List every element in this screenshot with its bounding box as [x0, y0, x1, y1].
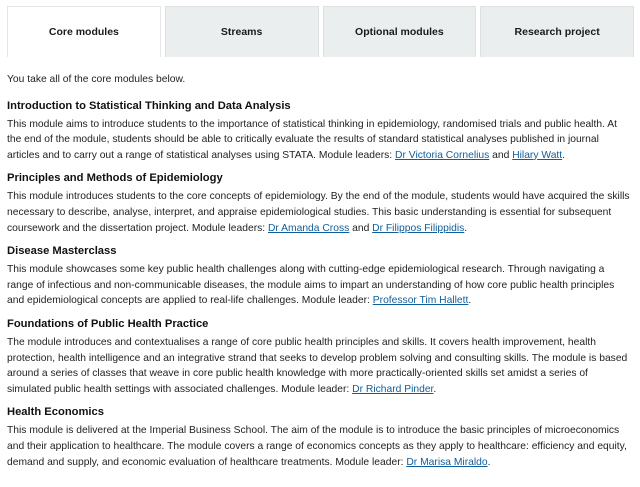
leader-joiner: and	[349, 222, 373, 234]
tab-panel-core-modules	[7, 72, 633, 478]
module-tabs	[7, 6, 634, 57]
module-title: Foundations of Public Health Practice	[7, 317, 209, 330]
leader-joiner: and	[489, 149, 513, 161]
module-epidemiology	[7, 171, 633, 236]
sentence-end: .	[487, 456, 491, 468]
module-disease-masterclass	[7, 244, 633, 309]
tab-streams[interactable]: Streams	[165, 6, 319, 57]
module-health-economics	[7, 405, 633, 470]
module-title: Principles and Methods of Epidemiology	[7, 172, 223, 185]
module-text: This module is delivered at the Imperial Business School. The aim of the module is to introduce the basic principles of microeconomics and their application to healthcare. The module covers a range of economics concepts as they apply to healthcare: efficiency and equity, demand and supply, and economic evaluation of healthcare treatments. Module leader:	[7, 425, 627, 468]
module-description	[7, 117, 633, 164]
sentence-end: .	[468, 295, 472, 307]
sentence-end: .	[464, 222, 468, 234]
module-statistical-thinking	[7, 99, 633, 164]
sentence-end: .	[562, 149, 566, 161]
module-description	[7, 335, 633, 397]
module-public-health-practice	[7, 317, 633, 397]
tab-optional-modules[interactable]: Optional modules	[323, 6, 477, 57]
tab-core-modules[interactable]: Core modules	[7, 6, 161, 57]
module-text: This module introduces students to the core concepts of epidemiology. By the end of the module, students would have acquired the skills necessary to describe, analyse, interpret, and appraise epidemiological studies. This basic understanding is essential for subsequent coursework and the dissertation project. Module leaders:	[7, 191, 630, 234]
module-text: This module aims to introduce students to the importance of statistical thinking in epidemiology, randomised trials and public health. At the end of the module, students should be able to critically evaluate the results of standard statistical analyses published in journal articles and to carry out a range of statistical analyses using STATA. Module leaders:	[7, 118, 617, 161]
sentence-end: .	[433, 383, 437, 395]
module-title: Health Economics	[7, 406, 104, 419]
leader-link-richard-pinder[interactable]: Dr Richard Pinder	[352, 383, 434, 395]
leader-link-hilary-watt[interactable]: Hilary Watt	[512, 149, 563, 161]
tab-research-project[interactable]: Research project	[480, 6, 634, 57]
module-text: The module introduces and contextualises a range of core public health principles and skills. It covers health improvement, health protection, health intelligence and an integrative strand that seeks to develop problem solving and consulting skills. The module is based around a series of classes that weave in core public health knowledge with more practically-oriented skills set amidst a series of simulated public health settings with associated challenges. Module leader:	[7, 336, 628, 395]
module-text: This module showcases some key public health challenges along with cutting-edge epidemiological research. Through navigating a range of infectious and non-communicable diseases, the module aims to impart an understanding of how core public health principles and epidemiological concepts are applied to real-life challenges. Module leader:	[7, 264, 615, 307]
leader-link-filippos-filippidis[interactable]: Dr Filippos Filippidis	[372, 222, 465, 234]
leader-link-marisa-miraldo[interactable]: Dr Marisa Miraldo	[406, 456, 488, 468]
leader-link-victoria-cornelius[interactable]: Dr Victoria Cornelius	[395, 149, 490, 161]
module-description	[7, 423, 633, 470]
module-title: Introduction to Statistical Thinking and Data Analysis	[7, 99, 291, 112]
leader-link-amanda-cross[interactable]: Dr Amanda Cross	[268, 222, 350, 234]
module-description	[7, 262, 633, 309]
module-title: Disease Masterclass	[7, 245, 117, 258]
module-description	[7, 189, 633, 236]
leader-link-tim-hallett[interactable]: Professor Tim Hallett	[372, 295, 469, 307]
intro-text: You take all of the core modules below.	[7, 74, 186, 85]
